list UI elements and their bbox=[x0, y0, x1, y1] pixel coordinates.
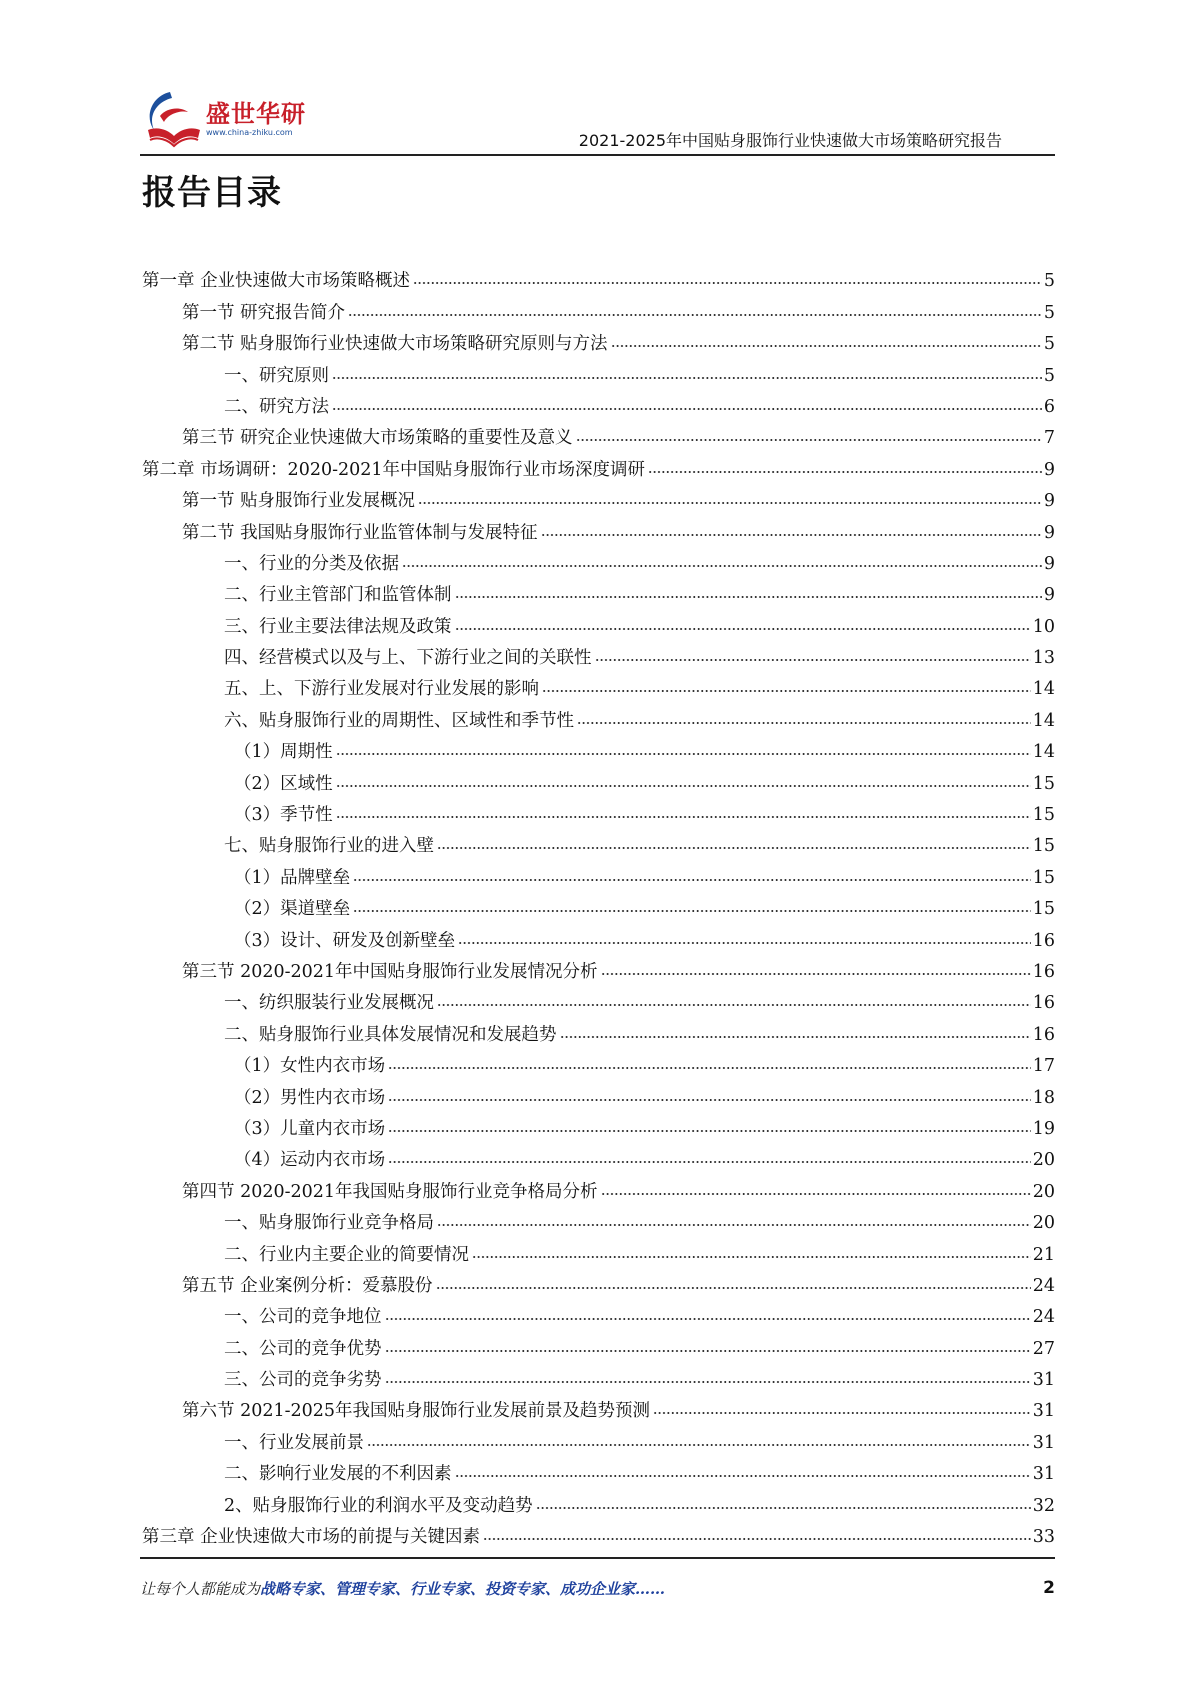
toc-entry[interactable] bbox=[142, 1234, 1055, 1265]
toc-dot-leader bbox=[577, 719, 1031, 727]
toc-dot-leader bbox=[601, 970, 1031, 978]
toc-dot-leader bbox=[601, 1190, 1031, 1198]
toc-dot-leader bbox=[437, 844, 1031, 852]
toc-entry-title: 三、公司的竞争劣势 bbox=[224, 1370, 382, 1391]
toc-entry-title: （1）周期性 bbox=[234, 742, 333, 763]
toc-entry-page: 31 bbox=[1032, 1370, 1055, 1391]
toc-entry-page: 9 bbox=[1043, 491, 1055, 512]
toc-entry-page: 16 bbox=[1032, 930, 1055, 951]
toc-dot-leader bbox=[402, 562, 1042, 570]
toc-entry-title: 第一章 企业快速做大市场策略概述 bbox=[142, 271, 411, 292]
toc-entry-title: 二、行业内主要企业的简要情况 bbox=[224, 1244, 469, 1265]
toc-entry-page: 14 bbox=[1032, 742, 1055, 763]
toc-entry[interactable] bbox=[142, 355, 1055, 386]
toc-entry-title: 第二节 贴身服饰行业快速做大市场策略研究原则与方法 bbox=[182, 334, 608, 355]
toc-entry[interactable] bbox=[142, 1140, 1055, 1171]
toc-entry-page: 24 bbox=[1032, 1275, 1055, 1296]
toc-entry-title: 一、行业的分类及依据 bbox=[224, 553, 399, 574]
toc-entry[interactable] bbox=[142, 1014, 1055, 1045]
footer-slogan-prefix: 让每个人都能成为 bbox=[140, 1580, 261, 1598]
toc-dot-leader bbox=[595, 656, 1031, 664]
toc-entry-title: （1）女性内衣市场 bbox=[234, 1056, 386, 1077]
toc-entry[interactable] bbox=[142, 1297, 1055, 1328]
toc-entry[interactable] bbox=[142, 1109, 1055, 1140]
toc-dot-leader bbox=[576, 436, 1042, 444]
toc-entry-page: 31 bbox=[1032, 1464, 1055, 1485]
toc-entry-title: 第四节 2020-2021年我国贴身服饰行业竞争格局分析 bbox=[182, 1181, 598, 1202]
toc-entry[interactable] bbox=[142, 544, 1055, 575]
toc-dot-leader bbox=[336, 750, 1031, 758]
toc-entry-title: 第五节 企业案例分析：爱慕股份 bbox=[182, 1275, 433, 1296]
toc-entry[interactable] bbox=[142, 606, 1055, 637]
toc-dot-leader bbox=[472, 1253, 1031, 1261]
toc-dot-leader bbox=[353, 907, 1031, 915]
toc-entry-title: 一、公司的竞争地位 bbox=[224, 1307, 382, 1328]
toc-entry-page: 16 bbox=[1032, 1024, 1055, 1045]
toc-entry[interactable] bbox=[142, 826, 1055, 857]
toc-entry-page: 21 bbox=[1032, 1244, 1055, 1265]
toc-entry[interactable] bbox=[142, 418, 1055, 449]
toc-dot-leader bbox=[455, 593, 1042, 601]
toc-entry-page: 5 bbox=[1043, 271, 1055, 292]
toc-entry-title: 一、研究原则 bbox=[224, 365, 329, 386]
toc-entry[interactable] bbox=[142, 1328, 1055, 1359]
toc-entry-title: 第三章 企业快速做大市场的前提与关键因素 bbox=[142, 1527, 481, 1548]
toc-entry-title: 六、贴身服饰行业的周期性、区域性和季节性 bbox=[224, 710, 574, 731]
toc-entry-title: （3）季节性 bbox=[234, 805, 333, 826]
toc-entry-page: 15 bbox=[1032, 867, 1055, 888]
page-header bbox=[140, 78, 1060, 158]
page-footer bbox=[140, 1578, 1055, 1602]
toc-dot-leader bbox=[388, 1158, 1031, 1166]
toc-dot-leader bbox=[367, 1441, 1031, 1449]
toc-dot-leader bbox=[332, 374, 1042, 382]
toc-dot-leader bbox=[455, 1472, 1031, 1480]
toc-entry-title: 第一节 研究报告简介 bbox=[182, 302, 346, 323]
toc-entry-page: 9 bbox=[1043, 585, 1055, 606]
company-logo bbox=[140, 86, 320, 150]
toc-entry[interactable] bbox=[142, 1046, 1055, 1077]
toc-entry-page: 32 bbox=[1032, 1495, 1055, 1516]
toc-entry-title: 第二章 市场调研：2020-2021年中国贴身服饰行业市场深度调研 bbox=[142, 459, 646, 480]
toc-entry-page: 9 bbox=[1043, 522, 1055, 543]
toc-dot-leader bbox=[418, 499, 1042, 507]
toc-entry-title: 二、公司的竞争优势 bbox=[224, 1338, 382, 1359]
footer-slogan-highlight: 战略专家、管理专家、行业专家、投资专家、成功企业家…… bbox=[260, 1580, 666, 1598]
toc-entry[interactable] bbox=[142, 952, 1055, 983]
toc-entry-page: 31 bbox=[1032, 1432, 1055, 1453]
toc-entry-title: 五、上、下游行业发展对行业发展的影响 bbox=[224, 679, 539, 700]
logo-url: www.china-zhiku.com bbox=[206, 128, 293, 137]
toc-entry-title: 2、贴身服饰行业的利润水平及变动趋势 bbox=[224, 1495, 533, 1516]
toc-dot-leader bbox=[388, 1064, 1031, 1072]
toc-entry-page: 17 bbox=[1032, 1056, 1055, 1077]
toc-entry-page: 5 bbox=[1043, 365, 1055, 386]
toc-entry-title: （3）儿童内衣市场 bbox=[234, 1118, 386, 1139]
toc-entry[interactable] bbox=[142, 669, 1055, 700]
logo-swoosh-icon bbox=[140, 86, 204, 150]
toc-dot-leader bbox=[385, 1315, 1031, 1323]
toc-entry-page: 14 bbox=[1032, 679, 1055, 700]
toc-entry-page: 5 bbox=[1043, 334, 1055, 355]
toc-entry-page: 7 bbox=[1043, 428, 1055, 449]
toc-entry-title: 第一节 贴身服饰行业发展概况 bbox=[182, 491, 416, 512]
toc-entry-title: 一、行业发展前景 bbox=[224, 1432, 364, 1453]
footer-divider bbox=[140, 1557, 1055, 1559]
toc-entry[interactable] bbox=[142, 1485, 1055, 1516]
toc-entry-page: 20 bbox=[1032, 1181, 1055, 1202]
toc-entry[interactable] bbox=[142, 1391, 1055, 1422]
toc-dot-leader bbox=[536, 1504, 1031, 1512]
toc-dot-leader bbox=[385, 1378, 1031, 1386]
toc-entry-page: 18 bbox=[1032, 1087, 1055, 1108]
toc-entry-page: 15 bbox=[1032, 773, 1055, 794]
toc-entry-title: （3）设计、研发及创新壁垒 bbox=[234, 930, 456, 951]
toc-entry-page: 5 bbox=[1043, 302, 1055, 323]
toc-entry-page: 19 bbox=[1032, 1118, 1055, 1139]
toc-dot-leader bbox=[436, 1284, 1031, 1292]
toc-entry[interactable] bbox=[142, 795, 1055, 826]
toc-entry-page: 9 bbox=[1043, 459, 1055, 480]
toc-entry[interactable] bbox=[142, 481, 1055, 512]
toc-entry[interactable] bbox=[142, 920, 1055, 951]
toc-dot-leader bbox=[455, 625, 1031, 633]
toc-entry[interactable] bbox=[142, 889, 1055, 920]
toc-entry-title: 第二节 我国贴身服饰行业监管体制与发展特征 bbox=[182, 522, 538, 543]
toc-entry-page: 31 bbox=[1032, 1401, 1055, 1422]
toc-entry[interactable] bbox=[142, 292, 1055, 323]
toc-entry-title: 四、经营模式以及与上、下游行业之间的关联性 bbox=[224, 648, 592, 669]
document-title: 2021-2025年中国贴身服饰行业快速做大市场策略研究报告 bbox=[578, 131, 1002, 150]
toc-entry[interactable] bbox=[142, 1360, 1055, 1391]
toc-dot-leader bbox=[560, 1033, 1031, 1041]
toc-entry[interactable] bbox=[142, 763, 1055, 794]
toc-entry-page: 20 bbox=[1032, 1213, 1055, 1234]
toc-entry[interactable] bbox=[142, 261, 1055, 292]
toc-entry-page: 20 bbox=[1032, 1150, 1055, 1171]
toc-entry-page: 16 bbox=[1032, 993, 1055, 1014]
toc-entry-page: 27 bbox=[1032, 1338, 1055, 1359]
toc-dot-leader bbox=[653, 1409, 1031, 1417]
toc-entry-page: 15 bbox=[1032, 836, 1055, 857]
toc-dot-leader bbox=[413, 279, 1042, 287]
toc-dot-leader bbox=[483, 1535, 1031, 1543]
page-title: 报告目录 bbox=[142, 173, 282, 213]
toc-entry[interactable] bbox=[142, 324, 1055, 355]
toc-entry[interactable] bbox=[142, 1203, 1055, 1234]
toc-entry[interactable] bbox=[142, 1422, 1055, 1453]
toc-entry[interactable] bbox=[142, 1171, 1055, 1202]
toc-entry[interactable] bbox=[142, 387, 1055, 418]
toc-dot-leader bbox=[388, 1096, 1031, 1104]
toc-entry-page: 33 bbox=[1032, 1527, 1055, 1548]
toc-entry[interactable] bbox=[142, 732, 1055, 763]
toc-entry-page: 16 bbox=[1032, 961, 1055, 982]
toc-entry-page: 14 bbox=[1032, 710, 1055, 731]
toc-entry-page: 6 bbox=[1043, 396, 1055, 417]
toc-dot-leader bbox=[437, 1221, 1031, 1229]
toc-entry-title: （2）男性内衣市场 bbox=[234, 1087, 386, 1108]
toc-entry-page: 15 bbox=[1032, 805, 1055, 826]
toc-dot-leader bbox=[388, 1127, 1031, 1135]
toc-entry-title: 第三节 2020-2021年中国贴身服饰行业发展情况分析 bbox=[182, 961, 598, 982]
toc-entry-title: 第三节 研究企业快速做大市场策略的重要性及意义 bbox=[182, 428, 573, 449]
toc-entry-page: 13 bbox=[1032, 648, 1055, 669]
table-of-contents bbox=[142, 261, 1055, 1548]
toc-entry-page: 15 bbox=[1032, 899, 1055, 920]
toc-entry-title: 二、贴身服饰行业具体发展情况和发展趋势 bbox=[224, 1024, 557, 1045]
page-number: 2 bbox=[1043, 1578, 1055, 1598]
toc-entry-title: （1）品牌壁垒 bbox=[234, 867, 351, 888]
toc-entry-title: （2）渠道壁垒 bbox=[234, 899, 351, 920]
toc-dot-leader bbox=[611, 342, 1042, 350]
toc-dot-leader bbox=[332, 405, 1042, 413]
toc-entry[interactable] bbox=[142, 638, 1055, 669]
toc-entry[interactable] bbox=[142, 700, 1055, 731]
toc-entry-title: 一、贴身服饰行业竞争格局 bbox=[224, 1213, 434, 1234]
toc-entry[interactable] bbox=[142, 983, 1055, 1014]
toc-entry[interactable] bbox=[142, 575, 1055, 606]
toc-dot-leader bbox=[348, 311, 1042, 319]
toc-entry-page: 24 bbox=[1032, 1307, 1055, 1328]
toc-dot-leader bbox=[353, 876, 1031, 884]
toc-entry-title: 二、研究方法 bbox=[224, 396, 329, 417]
toc-entry-title: （4）运动内衣市场 bbox=[234, 1150, 386, 1171]
toc-entry-title: 二、行业主管部门和监管体制 bbox=[224, 585, 452, 606]
toc-entry-page: 9 bbox=[1043, 553, 1055, 574]
toc-dot-leader bbox=[336, 813, 1031, 821]
toc-dot-leader bbox=[458, 939, 1031, 947]
toc-entry-title: 七、贴身服饰行业的进入壁 bbox=[224, 836, 434, 857]
toc-dot-leader bbox=[648, 468, 1042, 476]
toc-dot-leader bbox=[437, 1001, 1031, 1009]
toc-entry-title: 第六节 2021-2025年我国贴身服饰行业发展前景及趋势预测 bbox=[182, 1401, 651, 1422]
toc-entry[interactable] bbox=[142, 1266, 1055, 1297]
toc-entry-title: 三、行业主要法律法规及政策 bbox=[224, 616, 452, 637]
toc-entry-page: 10 bbox=[1032, 616, 1055, 637]
logo-name: 盛世华研 bbox=[206, 100, 306, 128]
toc-entry[interactable] bbox=[142, 1077, 1055, 1108]
toc-entry[interactable] bbox=[142, 512, 1055, 543]
toc-entry[interactable] bbox=[142, 857, 1055, 888]
toc-dot-leader bbox=[385, 1347, 1031, 1355]
toc-entry-title: （2）区域性 bbox=[234, 773, 333, 794]
toc-dot-leader bbox=[336, 782, 1031, 790]
toc-dot-leader bbox=[541, 531, 1042, 539]
toc-dot-leader bbox=[542, 687, 1031, 695]
header-divider bbox=[140, 154, 1055, 156]
toc-entry[interactable] bbox=[142, 1517, 1055, 1548]
toc-entry[interactable] bbox=[142, 1454, 1055, 1485]
toc-entry-title: 二、影响行业发展的不利因素 bbox=[224, 1464, 452, 1485]
toc-entry-title: 一、纺织服装行业发展概况 bbox=[224, 993, 434, 1014]
toc-entry[interactable] bbox=[142, 449, 1055, 480]
